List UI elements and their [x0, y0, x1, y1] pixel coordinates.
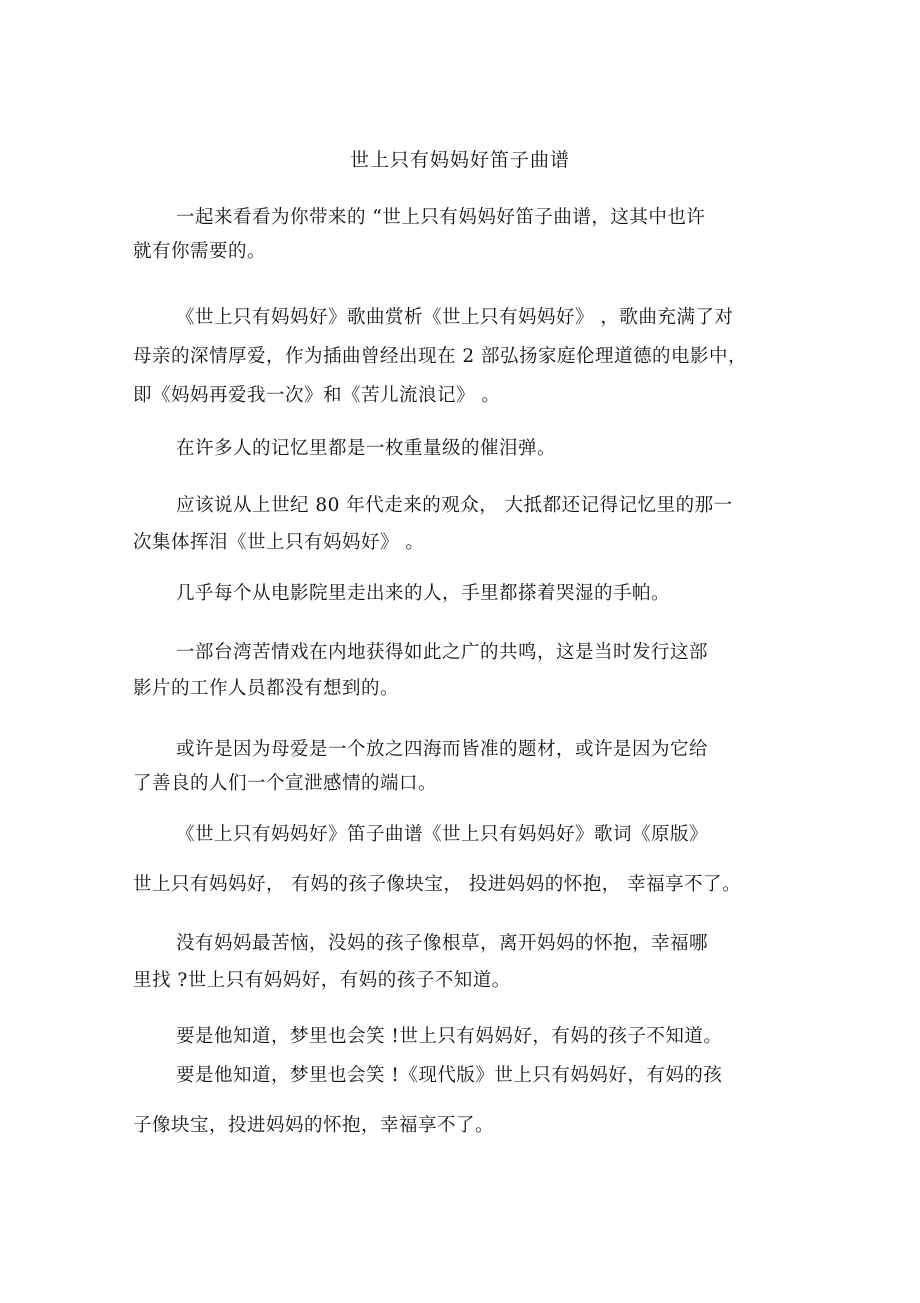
document-title: 世上只有妈妈好笛子曲谱: [349, 149, 570, 171]
paragraph-line: 即《妈妈再爱我一次》和《苦儿流浪记》 。: [133, 385, 501, 406]
paragraph-line: 母亲的深情厚爱，作为插曲曾经出现在 2 部弘扬家庭伦理道德的电影中，: [133, 346, 748, 367]
paragraph-line: 或许是因为母爱是一个放之四海而皆准的题材，或许是因为它给: [176, 739, 709, 760]
paragraph-line: 次集体挥泪《世上只有妈妈好》 。: [133, 532, 425, 553]
paragraph-line: 里找 ?世上只有妈妈好，有妈的孩子不知道。: [133, 970, 511, 991]
paragraph-line: 没有妈妈最苦恼，没妈的孩子像根草，离开妈妈的怀抱，幸福哪: [176, 933, 709, 954]
paragraph-line: 几乎每个从电影院里走出来的人，手里都搽着哭湿的手帕。: [176, 583, 671, 604]
paragraph-line: 要是他知道，梦里也会笑 !世上只有妈妈好，有妈的孩子不知道。: [176, 1026, 723, 1047]
paragraph-line: 了善良的人们一个宣泄感情的端口。: [133, 773, 438, 794]
paragraph-line: 子像块宝，投进妈妈的怀抱，幸福享不了。: [133, 1115, 495, 1136]
paragraph-line: 应该说从上世纪 80 年代走来的观众， 大抵都还记得记忆里的那一: [176, 495, 733, 516]
paragraph-line: 世上只有妈妈好， 有妈的孩子像块宝， 投进妈妈的怀抱， 幸福享不了。: [133, 874, 742, 895]
paragraph-line: 《世上只有妈妈好》歌曲赏析《世上只有妈妈好》 ，歌曲充满了对: [176, 307, 734, 328]
paragraph-line: 要是他知道，梦里也会笑 !《现代版》世上只有妈妈好，有妈的孩: [176, 1065, 723, 1086]
paragraph-line: 一起来看看为你带来的 “世上只有妈妈好笛子曲谱，这其中也许: [176, 207, 706, 228]
paragraph-line: 在许多人的记忆里都是一枚重量级的催泪弹。: [176, 438, 557, 459]
paragraph-line: 就有你需要的。: [133, 241, 267, 262]
paragraph-line: 一部台湾苦情戏在内地获得如此之广的共鸣，这是当时发行这部: [176, 642, 709, 663]
paragraph-line: 《世上只有妈妈好》笛子曲谱《世上只有妈妈好》歌词《原版》: [176, 824, 709, 845]
paragraph-line: 影片的工作人员都没有想到的。: [133, 678, 400, 699]
